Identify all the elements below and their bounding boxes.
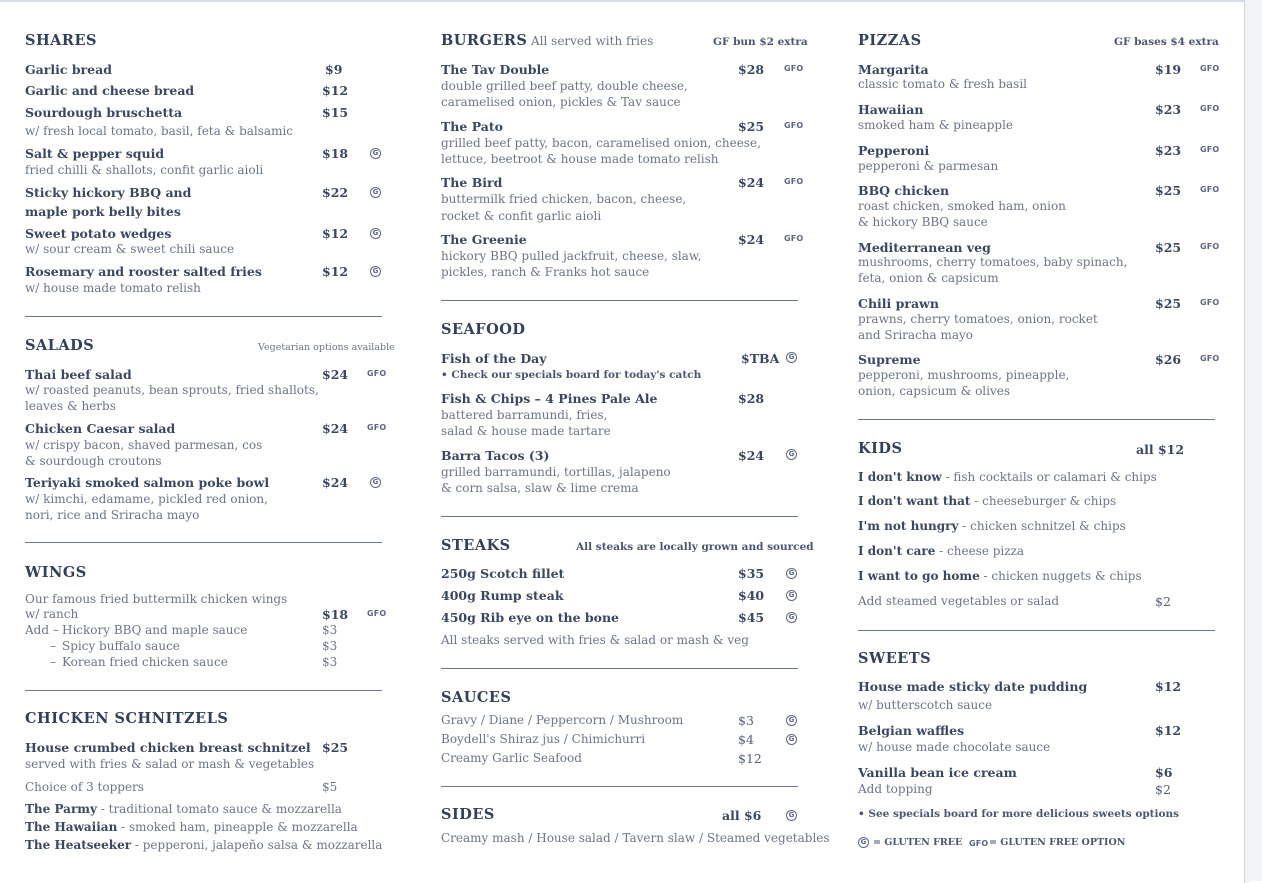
- gluten-free-option-icon: GFO: [1200, 185, 1220, 194]
- gluten-free-icon: G: [370, 228, 381, 239]
- kids-heading: KIDS: [858, 440, 903, 457]
- gluten-free-option-icon: GFO: [784, 234, 804, 243]
- menu-item-price: $25: [1155, 183, 1182, 198]
- menu-item-price: $24: [738, 448, 765, 463]
- burgers-note: GF bun $2 extra: [713, 36, 808, 48]
- sauce-item: Boydell's Shiraz jus / Chimichurri: [441, 732, 646, 746]
- menu-item-name: Margarita: [858, 62, 929, 77]
- toppers-label: Choice of 3 toppers: [25, 780, 144, 794]
- menu-item-desc: served with fries & salad or mash & vegetables: [25, 757, 315, 771]
- gluten-free-option-icon: GFO: [1200, 104, 1220, 113]
- legend-gfo-label: = GLUTEN FREE OPTION: [989, 837, 1126, 848]
- menu-item-desc: & hickory BBQ sauce: [858, 215, 988, 229]
- menu-item-price: $45: [738, 610, 765, 625]
- menu-item-desc: pepperoni & parmesan: [858, 159, 999, 173]
- gluten-free-icon: G: [786, 715, 797, 726]
- menu-item-price: $12: [322, 83, 349, 98]
- menu-item-price: $24: [322, 367, 349, 382]
- menu-item-price: $24: [322, 421, 349, 436]
- menu-item-name: The Greenie: [441, 232, 527, 247]
- menu-item-desc: buttermilk fried chicken, bacon, cheese,: [441, 192, 687, 206]
- menu-item-name: Sourdough bruschetta: [25, 105, 183, 120]
- wings-desc: Our famous fried buttermilk chicken wings: [25, 592, 288, 606]
- menu-item-desc: caramelised onion, pickles & Tav sauce: [441, 95, 681, 109]
- menu-item-price: $24: [322, 475, 349, 490]
- gluten-free-icon: G: [786, 734, 797, 745]
- section-divider: [858, 630, 1215, 631]
- menu-item-desc: w/ fresh local tomato, basil, feta & balsamic: [25, 124, 294, 138]
- menu-item-price: $25: [738, 119, 765, 134]
- kids-item: I don't know - fish cocktails or calamari & chips: [858, 470, 1157, 484]
- gluten-free-option-icon: GFO: [784, 64, 804, 73]
- topper-option: The Heatseeker - pepperoni, jalapeño salsa & mozzarella: [25, 838, 383, 852]
- steaks-note: All steaks are locally grown and sourced: [576, 541, 814, 553]
- menu-item-price: $35: [738, 566, 765, 581]
- menu-item-name: Sticky hickory BBQ and: [25, 185, 192, 200]
- menu-item-price: $40: [738, 588, 765, 603]
- burgers-subtitle: All served with fries: [531, 34, 654, 48]
- sauce-price: $3: [738, 713, 754, 728]
- topper-option: The Parmy - traditional tomato sauce & mozzarella: [25, 802, 342, 816]
- menu-item-desc: w/ sour cream & sweet chili sauce: [25, 242, 235, 256]
- menu-item-name: Hawaiian: [858, 102, 924, 117]
- menu-item-desc: nori, rice and Sriracha mayo: [25, 508, 200, 522]
- menu-item-desc: pickles, ranch & Franks hot sauce: [441, 265, 650, 279]
- gluten-free-option-icon: GFO: [1200, 145, 1220, 154]
- menu-item-name: Sweet potato wedges: [25, 226, 172, 241]
- menu-item-desc: & corn salsa, slaw & lime crema: [441, 481, 639, 495]
- menu-item-name: Garlic and cheese bread: [25, 83, 195, 98]
- schnitzels-heading: CHICKEN SCHNITZELS: [25, 710, 229, 727]
- kids-item: I don't want that - cheeseburger & chips: [858, 494, 1117, 508]
- menu-item-price: $9: [325, 62, 343, 77]
- menu-item-name: Garlic bread: [25, 62, 112, 77]
- menu-item-desc: & sourdough croutons: [25, 454, 162, 468]
- sauces-heading: SAUCES: [441, 689, 512, 706]
- gluten-free-icon: G: [786, 352, 797, 363]
- menu-item-price: $23: [1155, 102, 1182, 117]
- wings-sauce-price: $3: [322, 655, 338, 669]
- menu-item-name: Fish & Chips – 4 Pines Pale Ale: [441, 391, 658, 406]
- steaks-footer: All steaks served with fries & salad or mash & veg: [441, 633, 749, 647]
- menu-item-name: 250g Scotch fillet: [441, 566, 565, 581]
- gluten-free-option-icon: GFO: [1200, 298, 1220, 307]
- menu-item-desc: w/ house made chocolate sauce: [858, 740, 1051, 754]
- section-divider: [441, 300, 798, 301]
- sauce-price: $4: [738, 732, 754, 747]
- gluten-free-option-icon: GFO: [1200, 64, 1220, 73]
- menu-item-desc: battered barramundi, fries,: [441, 408, 608, 422]
- menu-item-desc: smoked ham & pineapple: [858, 118, 1014, 132]
- menu-item-desc: hickory BBQ pulled jackfruit, cheese, slaw,: [441, 249, 702, 263]
- menu-item-price: $22: [322, 185, 349, 200]
- menu-item-desc: Add topping: [858, 782, 933, 796]
- gluten-free-icon: G: [786, 568, 797, 579]
- menu-item-name: BBQ chicken: [858, 183, 950, 198]
- menu-item-desc: w/ roasted peanuts, bean sprouts, fried shallots,: [25, 383, 319, 397]
- section-divider: [441, 668, 798, 669]
- gluten-free-option-icon: GFO: [969, 839, 989, 848]
- menu-item-name: Barra Tacos (3): [441, 448, 550, 463]
- gluten-free-option-icon: GFO: [367, 369, 387, 378]
- menu-item-name-line2: maple pork belly bites: [25, 204, 181, 219]
- wings-sauce: Korean fried chicken sauce: [62, 655, 228, 669]
- gluten-free-icon: G: [786, 612, 797, 623]
- menu-item-desc: w/ house made tomato relish: [25, 281, 201, 295]
- shares-heading: SHARES: [25, 32, 97, 49]
- section-divider: [441, 516, 798, 517]
- menu-item-desc: roast chicken, smoked ham, onion: [858, 199, 1066, 213]
- menu-item-price: $15: [322, 105, 349, 120]
- menu-item-desc: leaves & herbs: [25, 399, 116, 413]
- menu-item-price: $12: [322, 264, 349, 279]
- section-divider: [441, 786, 798, 787]
- menu-item-price: $28: [738, 391, 765, 406]
- toppers-price: $5: [322, 780, 338, 794]
- menu-item-name: Rosemary and rooster salted fries: [25, 264, 262, 279]
- menu-item-price: $12: [322, 226, 349, 241]
- burgers-heading: BURGERS: [441, 32, 528, 49]
- kids-price: all $12: [1136, 442, 1185, 457]
- gluten-free-icon: G: [858, 837, 869, 848]
- section-divider: [858, 419, 1215, 420]
- menu-item-name: Vanilla bean ice cream: [858, 765, 1017, 780]
- gluten-free-option-icon: GFO: [367, 423, 387, 432]
- menu-item-price: $12: [1155, 723, 1182, 738]
- kids-extra-price: $2: [1155, 594, 1171, 609]
- kids-item: I want to go home - chicken nuggets & chips: [858, 569, 1142, 583]
- menu-item-desc: grilled barramundi, tortillas, jalapeno: [441, 465, 671, 479]
- menu-item-name: Mediterranean veg: [858, 240, 991, 255]
- menu-item-desc: w/ crispy bacon, shaved parmesan, cos: [25, 438, 263, 452]
- menu-item-price: $12: [1155, 679, 1182, 694]
- menu-item-price: $19: [1155, 62, 1182, 77]
- salads-heading: SALADS: [25, 337, 95, 354]
- wings-heading: WINGS: [25, 564, 87, 581]
- topper-option: The Hawaiian - smoked ham, pineapple & mozzarella: [25, 820, 358, 834]
- wings-dash: –: [50, 655, 56, 669]
- menu-item-price: $25: [1155, 296, 1182, 311]
- menu-item-name: Teriyaki smoked salmon poke bowl: [25, 475, 270, 490]
- menu-item-desc: and Sriracha mayo: [858, 328, 974, 342]
- kids-item: I'm not hungry - chicken schnitzel & chips: [858, 519, 1126, 533]
- menu-item-name: Belgian waffles: [858, 723, 965, 738]
- menu-item-price: $25: [322, 740, 349, 755]
- wings-sauce: Spicy buffalo sauce: [62, 639, 180, 653]
- menu-item-price: $6: [1155, 765, 1173, 780]
- menu-item-desc: prawns, cherry tomatoes, onion, rocket: [858, 312, 1098, 326]
- menu-item-desc: mushrooms, cherry tomatoes, baby spinach,: [858, 255, 1128, 269]
- menu-item-desc: lettuce, beetroot & house made tomato relish: [441, 152, 719, 166]
- menu-item-name: House made sticky date pudding: [858, 679, 1088, 694]
- gluten-free-option-icon: GFO: [1200, 242, 1220, 251]
- menu-item-name: House crumbed chicken breast schnitzel: [25, 740, 311, 755]
- page-edge: [1245, 0, 1262, 881]
- menu-item-name: Salt & pepper squid: [25, 146, 165, 161]
- section-divider: [25, 542, 382, 543]
- gluten-free-icon: G: [370, 148, 381, 159]
- wings-sauce-price: $3: [322, 623, 338, 637]
- wings-sauce-price: $3: [322, 639, 338, 653]
- gluten-free-icon: G: [786, 590, 797, 601]
- menu-item-name: 450g Rib eye on the bone: [441, 610, 619, 625]
- gluten-free-icon: G: [370, 477, 381, 488]
- salads-note: Vegetarian options available: [258, 342, 395, 353]
- menu-item-name: 400g Rump steak: [441, 588, 564, 603]
- gluten-free-icon: G: [786, 810, 797, 821]
- legend-gf-label: = GLUTEN FREE: [873, 837, 963, 848]
- menu-item-price: $18: [322, 146, 349, 161]
- menu-item-desc: w/ butterscotch sauce: [858, 698, 993, 712]
- menu-item-desc: rocket & confit garlic aioli: [441, 209, 602, 223]
- topping-price: $2: [1155, 782, 1171, 797]
- menu-item-price: $25: [1155, 240, 1182, 255]
- menu-item-name: Thai beef salad: [25, 367, 132, 382]
- pizzas-note: GF bases $4 extra: [1114, 36, 1219, 48]
- menu-item-desc: double grilled beef patty, double cheese,: [441, 79, 688, 93]
- wings-sauce: Hickory BBQ and maple sauce: [62, 623, 248, 637]
- sides-list: Creamy mash / House salad / Tavern slaw / Steamed vegetables: [441, 831, 830, 845]
- sides-heading: SIDES: [441, 806, 495, 823]
- menu-item-price: $24: [738, 232, 765, 247]
- gluten-free-option-icon: GFO: [784, 121, 804, 130]
- menu-item-desc: fried chilli & shallots, confit garlic aioli: [25, 163, 264, 177]
- menu-item-desc: w/ kimchi, edamame, pickled red onion,: [25, 492, 268, 506]
- sauce-item: Gravy / Diane / Peppercorn / Mushroom: [441, 713, 684, 727]
- sides-price: all $6: [722, 808, 762, 823]
- steaks-heading: STEAKS: [441, 537, 511, 554]
- section-divider: [25, 316, 382, 317]
- wings-dash: –: [50, 639, 56, 653]
- menu-item-name: Fish of the Day: [441, 351, 547, 366]
- gluten-free-icon: G: [370, 266, 381, 277]
- menu-item-desc: classic tomato & fresh basil: [858, 77, 1027, 91]
- gluten-free-icon: G: [370, 187, 381, 198]
- pizzas-heading: PIZZAS: [858, 32, 922, 49]
- menu-item-price: $26: [1155, 352, 1182, 367]
- menu-item-name: Chicken Caesar salad: [25, 421, 176, 436]
- menu-item-name: Chili prawn: [858, 296, 939, 311]
- menu-item-name: The Pato: [441, 119, 503, 134]
- menu-item-name: The Bird: [441, 175, 503, 190]
- sauce-item: Creamy Garlic Seafood: [441, 751, 582, 765]
- seafood-heading: SEAFOOD: [441, 321, 526, 338]
- menu-item-desc: onion, capsicum & olives: [858, 384, 1011, 398]
- menu-item-desc: pepperoni, mushrooms, pineapple,: [858, 368, 1070, 382]
- menu-item-name: Pepperoni: [858, 143, 930, 158]
- menu-item-desc: • Check our specials board for today's catch: [441, 369, 702, 381]
- menu-item-name: Supreme: [858, 352, 921, 367]
- wings-add-label: Add –: [25, 623, 59, 637]
- kids-extra: Add steamed vegetables or salad: [858, 594, 1060, 608]
- menu-item-desc: grilled beef patty, bacon, caramelised onion, cheese,: [441, 136, 761, 150]
- section-divider: [25, 690, 382, 691]
- menu-item-desc: feta, onion & capsicum: [858, 271, 999, 285]
- gluten-free-icon: G: [786, 449, 797, 460]
- wings-price: $18: [322, 607, 349, 622]
- menu-item-name: The Tav Double: [441, 62, 550, 77]
- menu-item-price: $TBA: [741, 351, 780, 366]
- sauce-price: $12: [738, 751, 762, 766]
- menu-item-price: $24: [738, 175, 765, 190]
- menu-item-desc: salad & house made tartare: [441, 424, 611, 438]
- sweets-note: • See specials board for more delicious sweets options: [858, 808, 1180, 820]
- gluten-free-option-icon: GFO: [1200, 354, 1220, 363]
- sweets-heading: SWEETS: [858, 650, 932, 667]
- menu-item-price: $28: [738, 62, 765, 77]
- menu-item-price: $23: [1155, 143, 1182, 158]
- wings-desc: w/ ranch: [25, 607, 79, 621]
- gluten-free-option-icon: GFO: [367, 609, 387, 618]
- kids-item: I don't care - cheese pizza: [858, 544, 1025, 558]
- gluten-free-option-icon: GFO: [784, 177, 804, 186]
